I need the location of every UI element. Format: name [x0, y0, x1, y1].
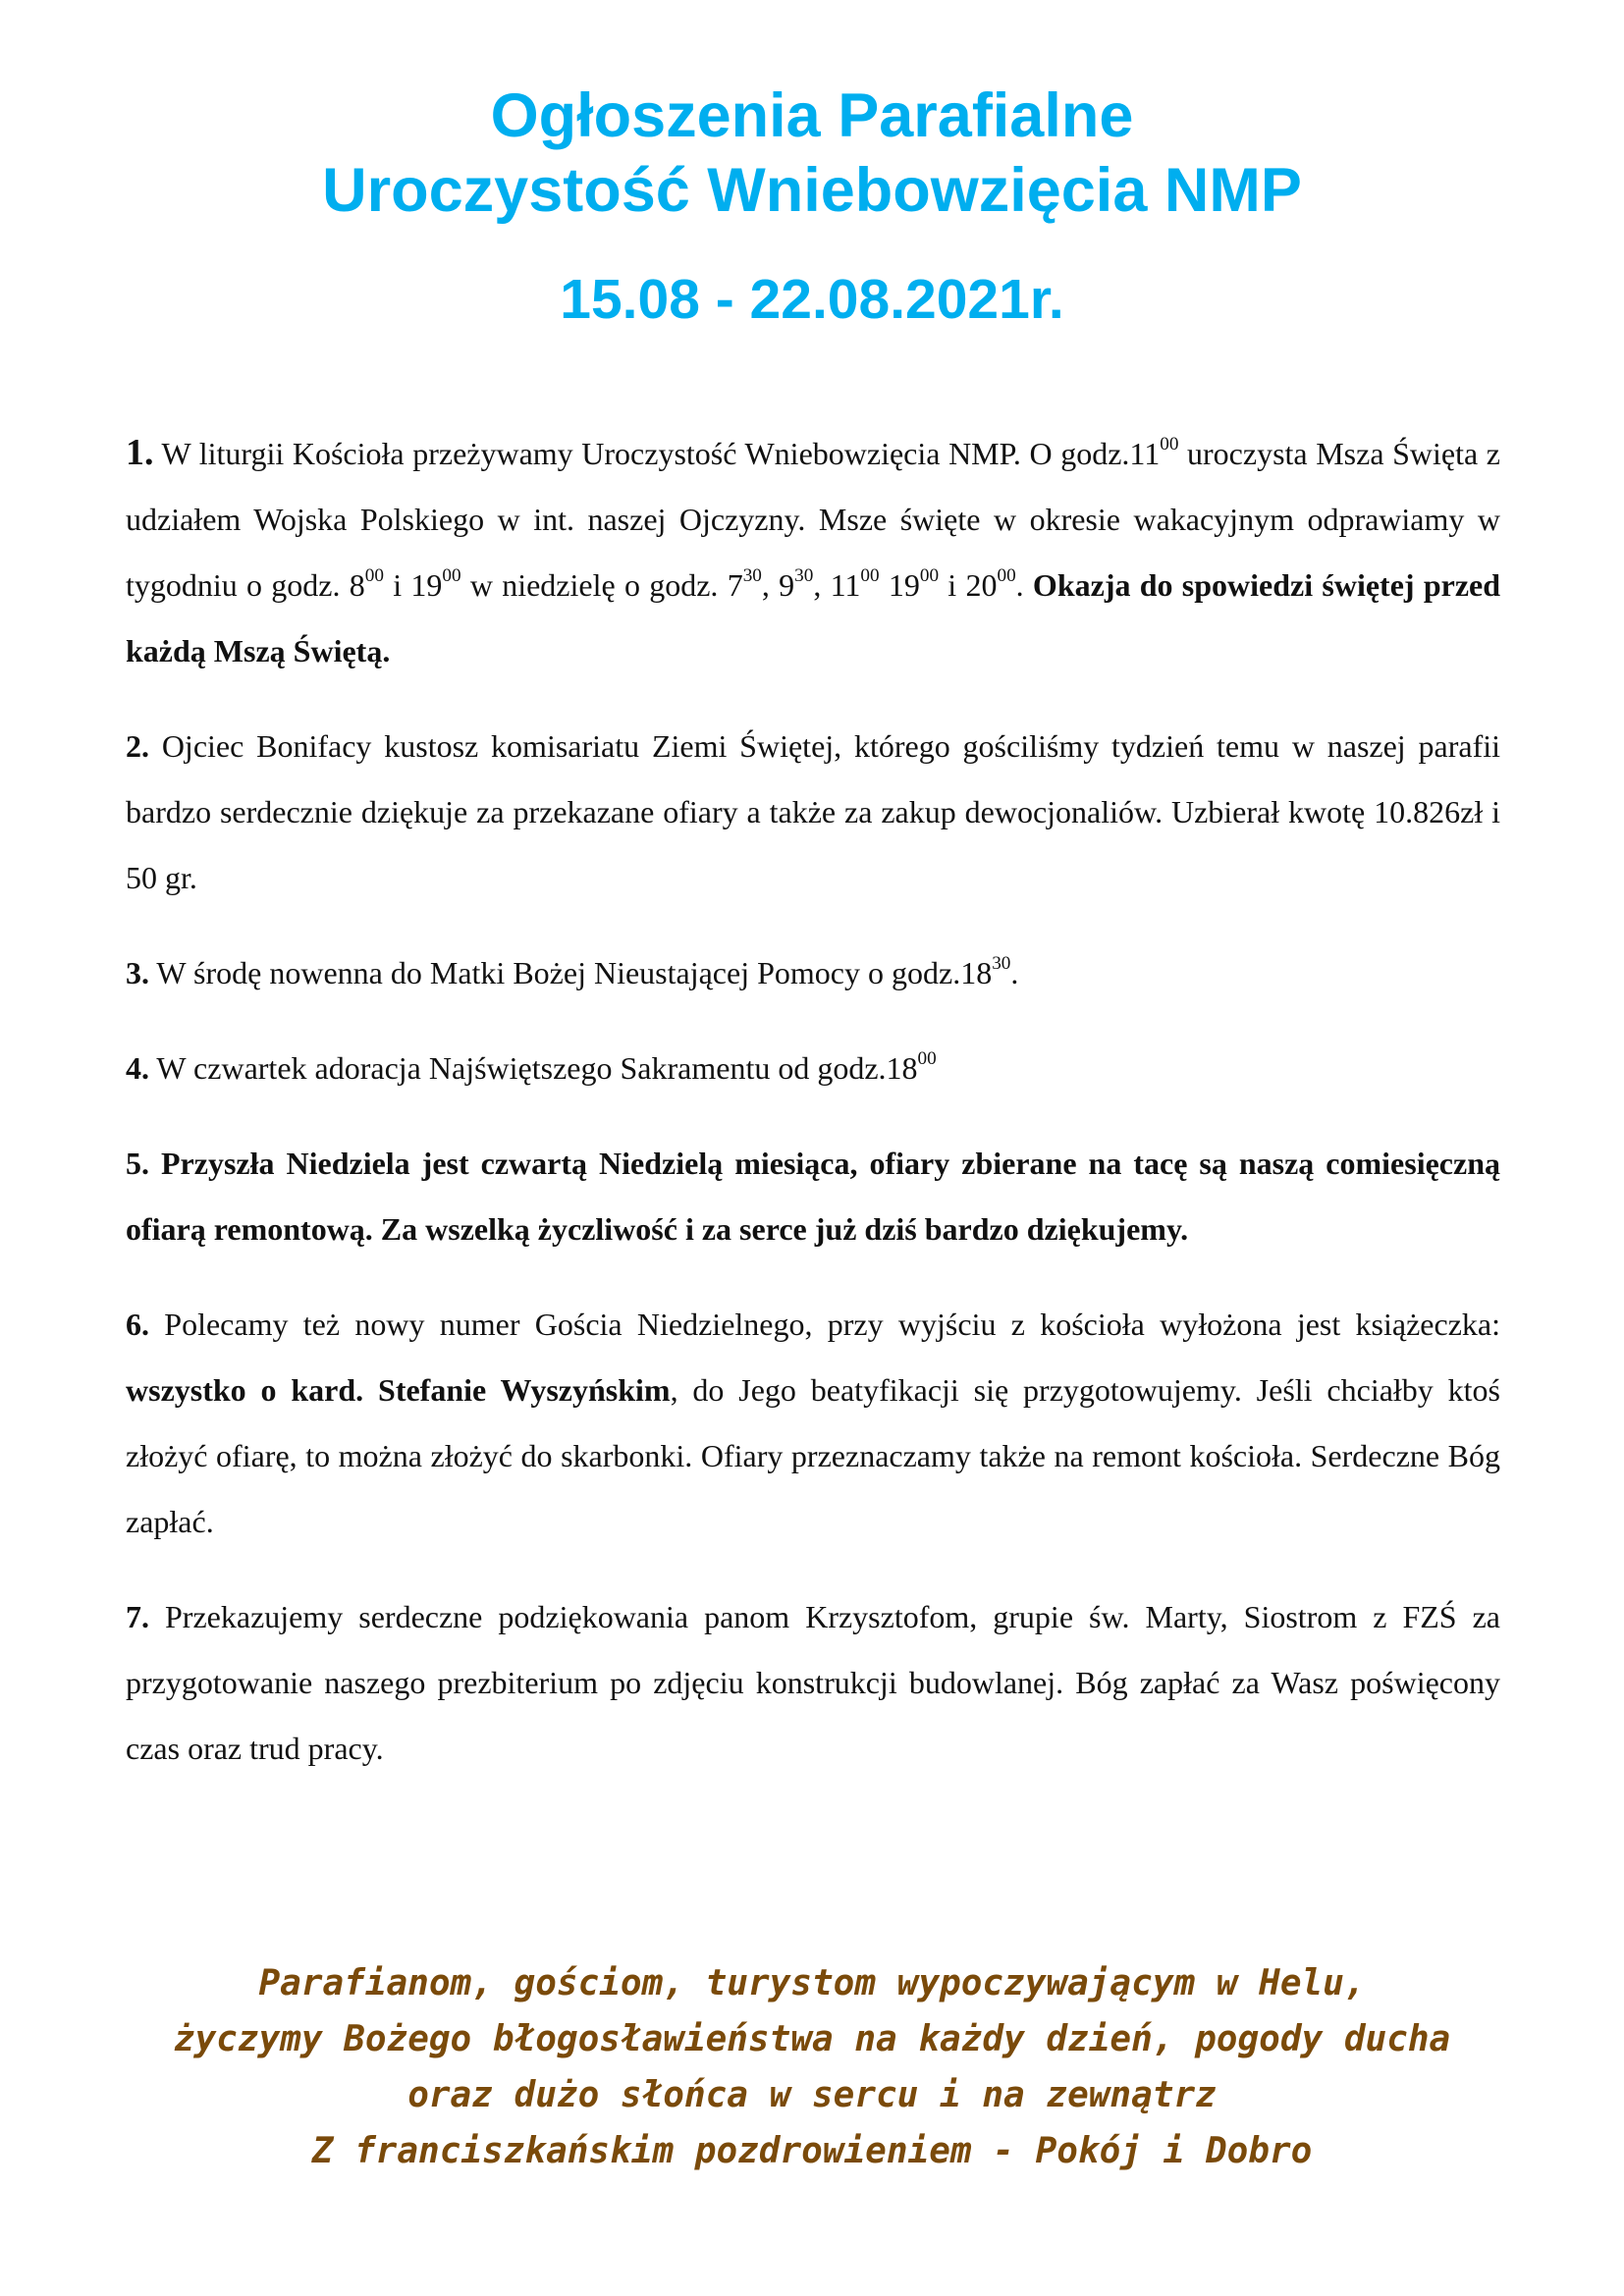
announcement-bold-text: Przyszła Niedziela jest czwartą Niedzielą miesiąca, ofiary zbierane na tacę są naszą comiesięczną ofiarą remontową. Za wszelką życzliwość i za serce już dziś bardzo dziękujemy. — [126, 1146, 1500, 1247]
announcement-number: 3. — [126, 955, 149, 990]
header — [0, 79, 1624, 334]
announcement-text: , 9 — [761, 567, 795, 603]
announcement-number: 4. — [126, 1050, 149, 1086]
announcement-text: Ojciec Bonifacy kustosz komisariatu Ziemi Świętej, którego gościliśmy tydzień temu w naszej parafii bardzo serdecznie dziękuje za przekazane ofiary a także za zakup dewocjonaliów. Uzbierał kwotę 10.826zł i 50 gr. — [126, 728, 1500, 895]
time-superscript: 30 — [742, 565, 762, 587]
announcement-number: 7. — [126, 1599, 149, 1634]
announcement-number: 1. — [126, 432, 154, 473]
time-superscript: 00 — [860, 565, 880, 587]
announcement-7 — [126, 1584, 1500, 1782]
announcement-3 — [126, 940, 1500, 1006]
announcement-number: 2. — [126, 728, 149, 764]
time-superscript: 30 — [794, 565, 814, 587]
announcement-text: w niedzielę o godz. 7 — [460, 567, 743, 603]
announcement-number: 6. — [126, 1307, 149, 1342]
closing-line: oraz dużo słońca w sercu i na zewnątrz — [407, 2075, 1217, 2115]
announcement-5 — [126, 1131, 1500, 1262]
closing-line: Parafianom, gościom, turystom wypoczywającym w Helu, — [258, 1963, 1366, 2003]
announcement-text: Polecamy też nowy numer Gościa Niedzielnego, przy wyjściu z kościoła wyłożona jest książeczka: — [149, 1307, 1500, 1342]
announcement-4 — [126, 1036, 1500, 1101]
announcement-text: i 20 — [939, 567, 998, 603]
time-superscript: 00 — [997, 565, 1016, 587]
announcement-text: . — [1010, 955, 1019, 990]
time-superscript: 00 — [364, 565, 384, 587]
announcement-2 — [126, 714, 1500, 911]
announcement-text: W środę nowenna do Matki Bożej Nieustającej Pomocy o godz.18 — [149, 955, 993, 990]
time-superscript: 30 — [992, 953, 1011, 975]
announcement-number: 5. — [126, 1146, 149, 1181]
closing-line: życzymy Bożego błogosławieństwa na każdy dzień, pogody ducha — [173, 2019, 1451, 2059]
announcement-text: Przekazujemy serdeczne podziękowania panom Krzysztofom, grupie św. Marty, Siostrom z FZŚ za przygotowanie naszego prezbiterium po zdjęciu konstrukcji budowlanej. Bóg zapłać za Wasz poświęcony czas oraz trud pracy. — [126, 1599, 1500, 1766]
closing-line: Z franciszkańskim pozdrowieniem - Pokój i Dobro — [311, 2131, 1313, 2171]
announcement-text: . — [1015, 567, 1033, 603]
announcement-text: W liturgii Kościoła przeżywamy Uroczystość Wniebowzięcia NMP. O godz.11 — [153, 436, 1161, 471]
time-superscript: 00 — [442, 565, 461, 587]
announcement-text: 19 — [879, 567, 920, 603]
title-line-1: Ogłoszenia Parafialne — [490, 81, 1134, 150]
announcement-text: , 11 — [813, 567, 861, 603]
announcement-bold-text: Okazja do spowiedzi świętej przed każdą Mszą Świętą. — [126, 567, 1501, 668]
announcements-list — [126, 420, 1500, 1811]
time-superscript: 00 — [919, 565, 940, 587]
announcement-text: W czwartek adoracja Najświętszego Sakramentu od godz.18 — [149, 1050, 918, 1086]
time-superscript: 00 — [1160, 434, 1179, 455]
announcement-bold-text: wszystko o kard. Stefanie Wyszyńskim — [126, 1372, 671, 1408]
announcement-text: i 19 — [383, 567, 443, 603]
time-superscript: 00 — [917, 1048, 937, 1070]
announcement-text: , do Jego beatyfikacji się przygotowujemy. Jeśli chciałby ktoś złożyć ofiarę, to można złożyć do skarbonki. Ofiary przeznaczamy także na remont kościoła. Serdeczne Bóg zapłać. — [126, 1372, 1500, 1539]
closing-greeting — [0, 1955, 1624, 2179]
date-range: 15.08 - 22.08.2021r. — [560, 268, 1064, 331]
announcement-text: uroczysta Msza Święta z udziałem Wojska Polskiego w int. naszej Ojczyzny. Msze święte w okresie wakacyjnym odprawiamy w tygodniu o godz. 8 — [126, 436, 1501, 603]
title-line-2: Uroczystość Wniebowzięcia NMP — [322, 156, 1302, 225]
announcement-1 — [126, 420, 1500, 684]
announcement-6 — [126, 1292, 1500, 1555]
